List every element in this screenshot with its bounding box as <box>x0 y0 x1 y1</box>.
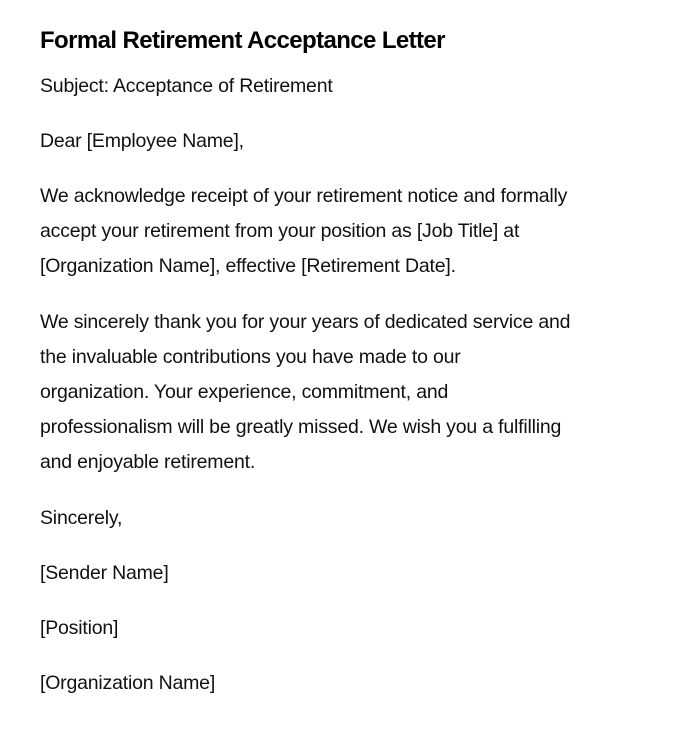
paragraph-line: organization. Your experience, commitment, and <box>40 381 449 403</box>
paragraph-line: and enjoyable retirement. <box>40 451 256 473</box>
closing: Sincerely, <box>40 507 123 529</box>
sender-organization: [Organization Name] <box>40 672 216 694</box>
paragraph-thanks <box>40 305 570 480</box>
paragraph-line: professionalism will be greatly missed. We wish you a fulfilling <box>40 416 562 438</box>
sender-position: [Position] <box>40 617 119 639</box>
letter-title: Formal Retirement Acceptance Letter <box>40 27 445 54</box>
paragraph-line: [Organization Name], effective [Retirement Date]. <box>40 255 456 277</box>
paragraph-line: the invaluable contributions you have made to our <box>40 346 461 368</box>
paragraph-line: We acknowledge receipt of your retirement notice and formally <box>40 185 568 207</box>
salutation: Dear [Employee Name], <box>40 130 244 152</box>
paragraph-line: We sincerely thank you for your years of dedicated service and <box>40 311 571 333</box>
paragraph-line: accept your retirement from your position as [Job Title] at <box>40 220 520 242</box>
sender-name: [Sender Name] <box>40 562 169 584</box>
subject-line: Subject: Acceptance of Retirement <box>40 75 333 97</box>
paragraph-acknowledgement <box>40 179 567 284</box>
